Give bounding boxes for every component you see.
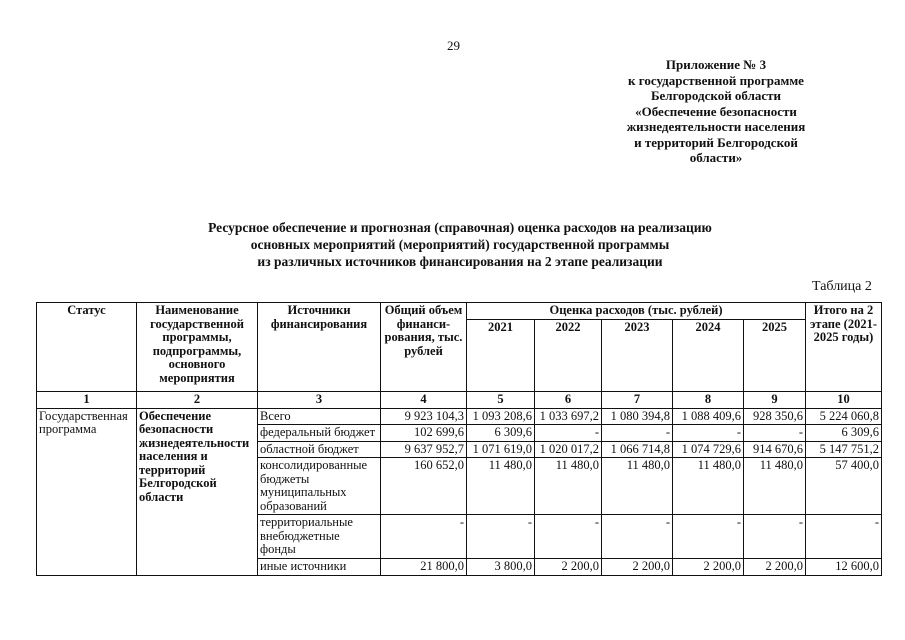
header-year: 2023 (602, 320, 673, 392)
page-number: 29 (447, 38, 460, 53)
stage-total-cell: 5 224 060,8 (806, 408, 882, 425)
year-cell: 1 033 697,2 (535, 408, 602, 425)
year-cell: - (467, 515, 535, 559)
table-row (37, 408, 882, 425)
year-cell: - (602, 515, 673, 559)
year-cell: 1 080 394,8 (602, 408, 673, 425)
header-year: 2022 (535, 320, 602, 392)
year-cell: 928 350,6 (744, 408, 806, 425)
year-cell: 1 071 619,0 (467, 441, 535, 458)
column-number: 1 (37, 392, 137, 409)
header-year: 2021 (467, 320, 535, 392)
stage-total-cell: 57 400,0 (806, 458, 882, 515)
annex-line: и территорий Белгородской (634, 134, 798, 150)
stage-total-cell: - (806, 515, 882, 559)
table-label: Таблица 2 (812, 279, 872, 294)
total-cell: 9 923 104,3 (381, 408, 467, 425)
year-cell: 2 200,0 (744, 559, 806, 576)
year-cell: 2 200,0 (535, 559, 602, 576)
header-sources: Источники финансирования (258, 303, 381, 392)
column-number-row (37, 392, 882, 409)
year-cell: - (673, 515, 744, 559)
source-cell: территориальные внебюджетные фонды (258, 515, 381, 559)
year-cell: - (744, 515, 806, 559)
source-cell: федеральный бюджет (258, 425, 381, 442)
year-cell: 11 480,0 (602, 458, 673, 515)
year-cell: - (744, 425, 806, 442)
column-number: 10 (806, 392, 882, 409)
total-cell: - (381, 515, 467, 559)
annex-line: к государственной программе (628, 72, 804, 88)
year-cell: 1 066 714,8 (602, 441, 673, 458)
header-expense-estimate: Оценка расходов (тыс. рублей) (467, 303, 806, 320)
column-number: 5 (467, 392, 535, 409)
year-cell: 914 670,6 (744, 441, 806, 458)
stage-total-cell: 5 147 751,2 (806, 441, 882, 458)
title-line: Ресурсное обеспечение и прогнозная (справочная) оценка расходов на реализацию (208, 220, 712, 235)
annex-line: Приложение № 3 (665, 57, 767, 72)
annex-line: «Обеспечение безопасности (635, 103, 797, 119)
column-number: 2 (137, 392, 258, 409)
year-cell: 3 800,0 (467, 559, 535, 576)
total-cell: 21 800,0 (381, 559, 467, 576)
header-year: 2024 (673, 320, 744, 392)
annex-line: области» (689, 150, 743, 165)
year-cell: - (673, 425, 744, 442)
year-cell: 11 480,0 (467, 458, 535, 515)
year-cell: 2 200,0 (602, 559, 673, 576)
status-cell: Государственная программа (37, 408, 137, 575)
year-cell: 6 309,6 (467, 425, 535, 442)
year-cell: - (535, 425, 602, 442)
column-number: 7 (602, 392, 673, 409)
annex-line: жизнедеятельности населения (626, 119, 806, 134)
year-cell: 2 200,0 (673, 559, 744, 576)
header-stage-total: Итого на 2 этапе (2021-2025 годы) (806, 303, 882, 392)
year-cell: 1 088 409,6 (673, 408, 744, 425)
total-cell: 160 652,0 (381, 458, 467, 515)
column-number: 6 (535, 392, 602, 409)
source-cell: Всего (258, 408, 381, 425)
program-name-cell: Обеспечение безопасности жизнедеятельности населения и территорий Белгородской области (137, 408, 258, 575)
total-cell: 9 637 952,7 (381, 441, 467, 458)
year-cell: 11 480,0 (673, 458, 744, 515)
stage-total-cell: 6 309,6 (806, 425, 882, 442)
column-number: 3 (258, 392, 381, 409)
year-cell: - (602, 425, 673, 442)
year-cell: 11 480,0 (535, 458, 602, 515)
header-row (37, 303, 882, 320)
header-status: Статус (37, 303, 137, 392)
year-cell: 1 020 017,2 (535, 441, 602, 458)
year-cell: 1 093 208,6 (467, 408, 535, 425)
source-cell: иные источники (258, 559, 381, 576)
column-number: 9 (744, 392, 806, 409)
source-cell: областной бюджет (258, 441, 381, 458)
source-cell: консолидированные бюджеты муниципальных образований (258, 458, 381, 515)
header-program-name: Наименование государственной программы, подпрограммы, основного мероприятия (137, 303, 258, 392)
stage-total-cell: 12 600,0 (806, 559, 882, 576)
expenditure-table (36, 302, 882, 576)
header-total-volume: Общий объем финанси-рования, тыс. рублей (381, 303, 467, 392)
annex-line: Белгородской области (650, 88, 782, 103)
title-line: основных мероприятий (мероприятий) государственной программы (250, 237, 670, 252)
year-cell: - (535, 515, 602, 559)
annex-block (596, 57, 836, 166)
column-number: 8 (673, 392, 744, 409)
header-year: 2025 (744, 320, 806, 392)
total-cell: 102 699,6 (381, 425, 467, 442)
title-line: из различных источников финансирования на 2 этапе реализации (257, 254, 663, 269)
column-number: 4 (381, 392, 467, 409)
document-title (160, 219, 760, 270)
year-cell: 1 074 729,6 (673, 441, 744, 458)
year-cell: 11 480,0 (744, 458, 806, 515)
